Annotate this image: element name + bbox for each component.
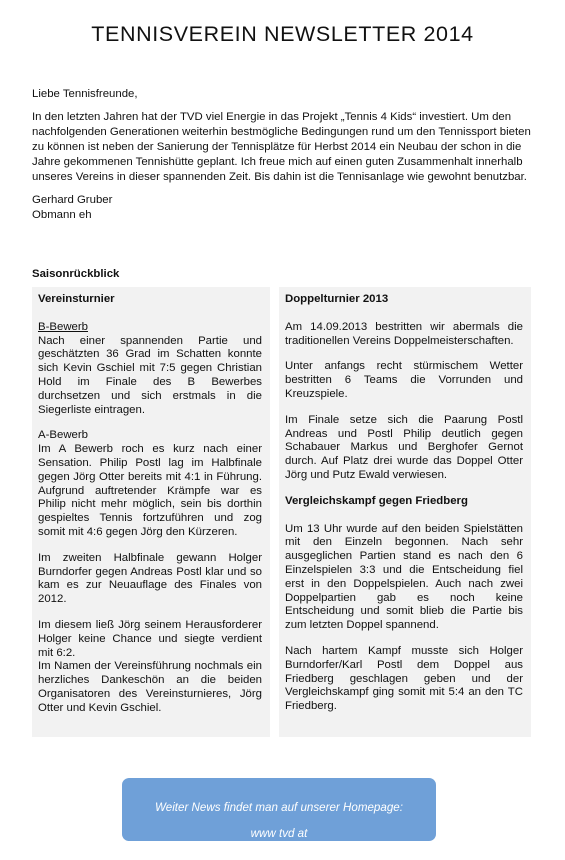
a-bewerb-text: Im A Bewerb roch es kurz nach einer Sensation. Philip Postl lag im Halbfinale gegen Jörg Otter bereits mit 4:1 in Führung. Aufgrund auftretender Krämpfe war es Philip nicht mehr möglich, sein bis dorthin gespieltes Tennis fortzuführen und zog somit mit 4:6 gegen Jörg den Kürzeren. (38, 443, 262, 538)
greeting: Liebe Tennisfreunde, (32, 88, 138, 100)
right-column-heading: Doppelturnier 2013 (285, 293, 389, 305)
final-paragraph (38, 619, 262, 716)
b-bewerb-paragraph (38, 321, 262, 418)
signature-name: Gerhard Gruber (32, 194, 113, 206)
doubles-weather-paragraph: Unter anfangs recht stürmischem Wetter bestritten 6 Teams die Vorrunden und Kreuzspiele. (285, 360, 523, 400)
left-column-heading: Vereinsturnier (38, 293, 115, 305)
friedberg-result-paragraph: Nach hartem Kampf musste sich Holger Burndorfer/Karl Postl dem Doppel aus Friedberg geschlagen geben und der Vergleichskampf ging somit mit 5:4 an den TC Friedberg. (285, 644, 523, 713)
signature-role: Obmann eh (32, 209, 92, 221)
right-column-doppelturnier (279, 287, 531, 737)
semifinal-paragraph: Im zweiten Halbfinale gewann Holger Burndorfer gegen Andreas Postl klar und so kam es zur Neuauflage des Finales von 2012. (38, 551, 262, 606)
doubles-final-paragraph: Im Finale setze sich die Paarung Postl Andreas und Postl Philip deutlich gegen Schabauer Markus und Berghofer Gernot durch. Auf Platz drei wurde das Doppel Otter Jörg und Putz Ewald verwiesen. (285, 413, 523, 481)
final-text: Im diesem ließ Jörg seinem Herausforderer Holger keine Chance und siegte verdient mit 6:2. (38, 618, 262, 659)
section-title: Saisonrückblick (32, 268, 120, 280)
banner-text: Weiter News findet man auf unserer Homepage: (155, 801, 403, 814)
homepage-banner (122, 778, 436, 841)
b-bewerb-label: B-Bewerb (38, 320, 89, 333)
banner-link[interactable]: www tvd at (250, 827, 308, 840)
friedberg-heading: Vergleichskampf gegen Friedberg (285, 494, 468, 507)
doubles-intro-paragraph: Am 14.09.2013 bestritten wir abermals die traditionellen Vereins Doppelmeisterschaften. (285, 320, 523, 347)
newsletter-title: TENNISVEREIN NEWSLETTER 2014 (91, 22, 474, 46)
thanks-text: Im Namen der Vereinsführung nochmals ein herzliches Dankeschön an die beiden Organisatoren des Vereinsturnieres, Jörg Otter und Kevin Gschiel. (38, 660, 262, 714)
b-bewerb-text: Nach einer spannenden Partie und geschätzten 36 Grad im Schatten konnte sich Kevin Gschiel mit 7:5 gegen Christian Hold im Finale des B Bewerbes durchsetzen und sich erstmals in die Siegerliste eintragen. (38, 334, 262, 416)
intro-paragraph: In den letzten Jahren hat der TVD viel Energie in das Projekt „Tennis 4 Kids“ investiert. Um den nachfolgenden Generationen weiterhin bestmögliche Bedingungen rund um den Tennissport bieten zu können ist neben der Sanierung der Tennisplätze für Herbst 2014 ein Neubau der schon in die Jahre gekommenen Tennishütte geplant. Ich freue mich auf einen guten Zusammenhalt innerhalb unseres Vereins in dieser spannenden Zeit. Bis dahin ist die Tennisanlage wie gewohnt benutzbar. (32, 111, 531, 183)
left-column-vereinsturnier (32, 287, 270, 737)
friedberg-singles-paragraph: Um 13 Uhr wurde auf den beiden Spielstätten mit den Einzeln begonnen. Nach sehr ausgeglichen Partien stand es nach den 6 Einzelspielen 3:3 und die Entscheidung fiel erst in den Doppelspielen. Auch nach zwei Doppelpartien gab es noch keine Entscheidung und somit blieb die Partie bis zum letzten Doppel spannend. (285, 522, 523, 632)
a-bewerb-label: A-Bewerb (38, 429, 89, 442)
intro-letter (32, 87, 536, 223)
a-bewerb-paragraph (38, 429, 262, 539)
